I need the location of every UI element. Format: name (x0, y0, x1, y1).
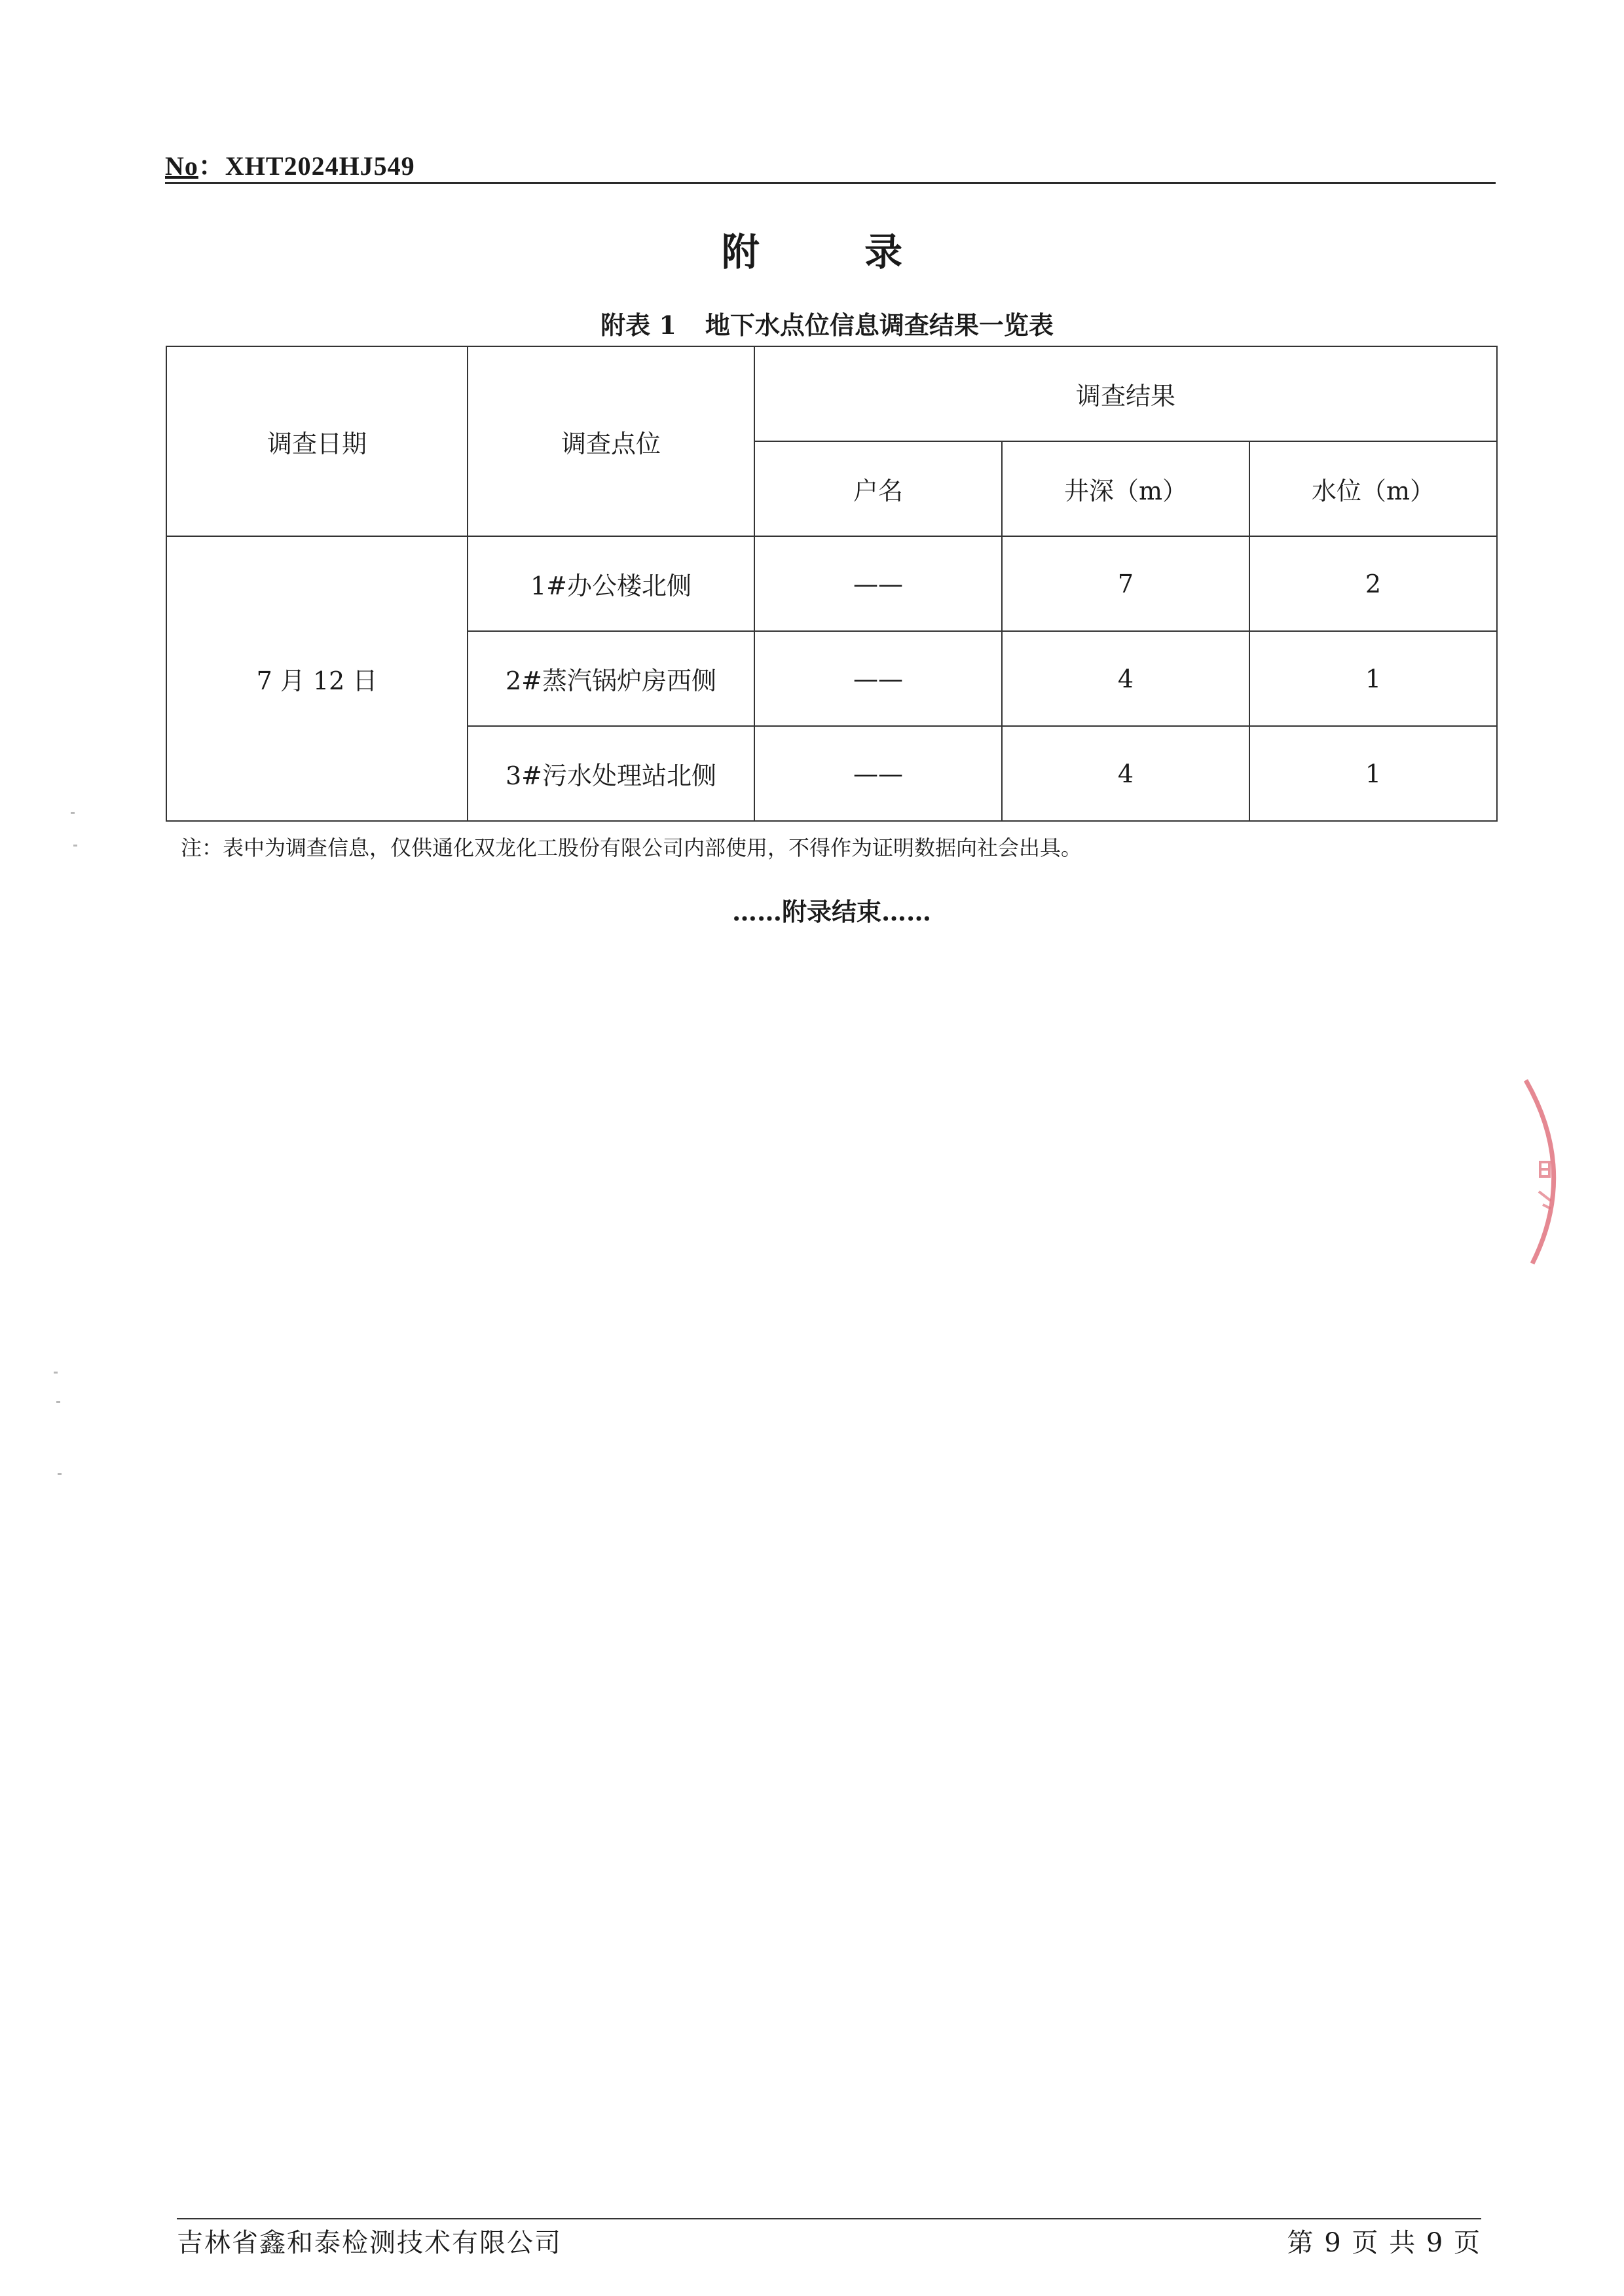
water-level-cell: 1 (1249, 631, 1497, 726)
report-number-label: No (165, 151, 198, 181)
header-date: 调查日期 (166, 346, 468, 536)
header-household: 户名 (754, 441, 1002, 536)
report-number-separator: ： (198, 151, 225, 181)
household-cell: —— (754, 726, 1002, 821)
scan-artifact (71, 812, 75, 814)
header-water-level: 水位（m） (1249, 441, 1497, 536)
table-caption (0, 305, 1624, 341)
page-title: 附 录 (721, 230, 949, 274)
header-rule (165, 182, 1496, 184)
well-depth-cell: 4 (1002, 726, 1249, 821)
header-location: 调查点位 (468, 346, 754, 536)
table-caption-number: 附表 1 (600, 310, 676, 340)
footer-rule (177, 2218, 1481, 2219)
scan-artifact (73, 845, 77, 847)
footer-page-info: 第 9 页 共 9 页 (1287, 2228, 1481, 2258)
well-depth-cell: 7 (1002, 536, 1249, 631)
header-result-group: 调查结果 (754, 346, 1497, 441)
report-number: XHT2024HJ549 (225, 151, 415, 181)
scan-artifact (54, 1372, 58, 1374)
household-cell: —— (754, 631, 1002, 726)
location-cell: 2#蒸汽锅炉房西侧 (468, 631, 754, 726)
location-cell: 1#办公楼北侧 (468, 536, 754, 631)
location-cell: 3#污水处理站北侧 (468, 726, 754, 821)
well-depth-cell: 4 (1002, 631, 1249, 726)
footer-company: 吉林省鑫和泰检测技术有限公司 (177, 2228, 562, 2258)
water-level-cell: 1 (1249, 726, 1497, 821)
household-cell: —— (754, 536, 1002, 631)
table-row (166, 536, 1497, 631)
table-note: 注：表中为调查信息，仅供通化双龙化工股份有限公司内部使用，不得作为证明数据向社会出具。 (181, 835, 1082, 860)
scan-artifact (56, 1401, 60, 1403)
survey-date-cell: 7 月 12 日 (166, 536, 468, 821)
table-caption-title: 地下水点位信息调查结果一览表 (705, 310, 1054, 340)
header-well-depth: 井深（m） (1002, 441, 1249, 536)
appendix-end-marker: ……附录结束…… (731, 897, 931, 926)
groundwater-survey-table (166, 346, 1498, 822)
scan-artifact (58, 1473, 62, 1475)
water-level-cell: 2 (1249, 536, 1497, 631)
report-number-line (165, 145, 415, 183)
seal-stamp-icon (1506, 1074, 1585, 1270)
table-header-row (166, 346, 1497, 441)
